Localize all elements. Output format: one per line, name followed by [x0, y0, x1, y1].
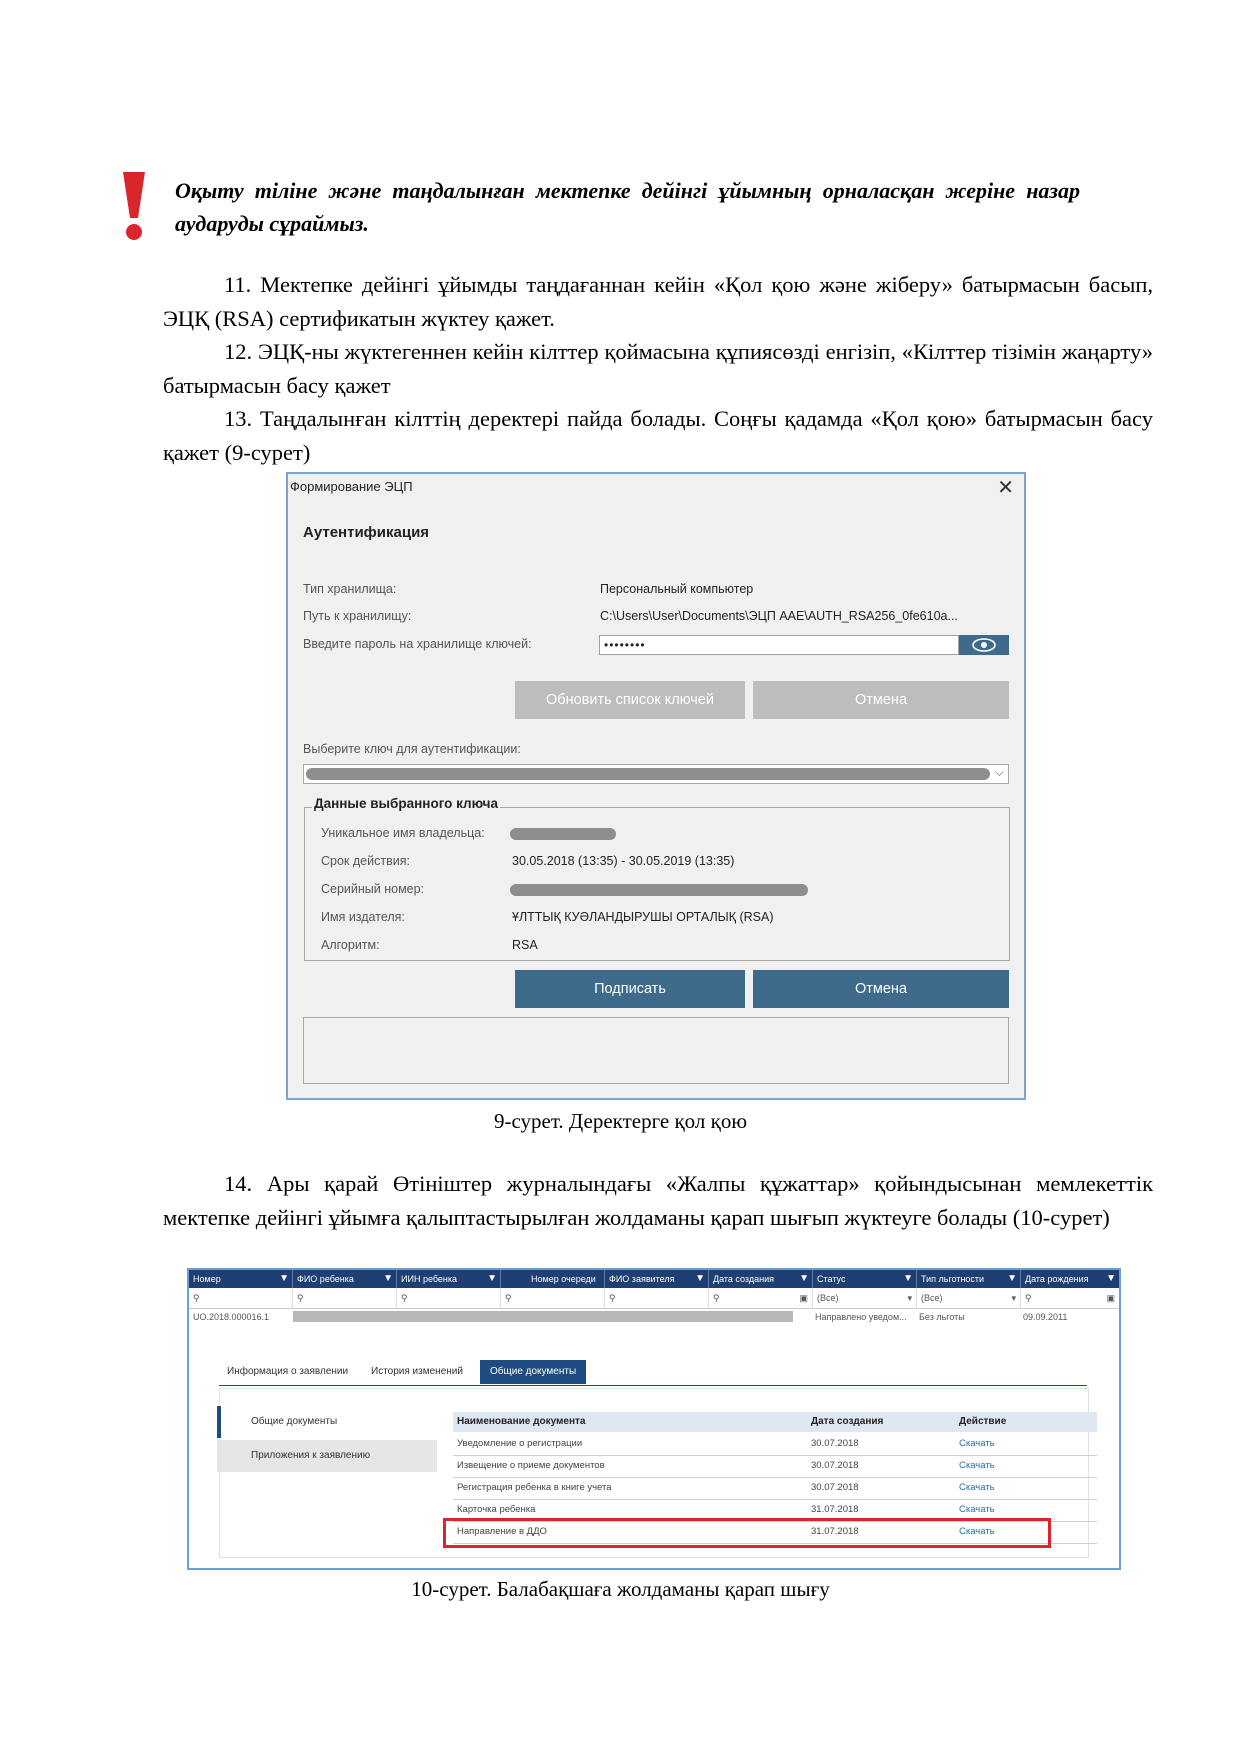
filter-icon: ▼ [1007, 1273, 1017, 1284]
filter-icon: ▼ [903, 1273, 913, 1284]
dialog-title: Формирование ЭЦП [290, 479, 413, 494]
issuer-label: Имя издателя: [321, 910, 405, 924]
chevron-down-icon: ⌵ [994, 765, 1004, 779]
table-header [189, 1270, 1119, 1288]
search-icon[interactable]: ⚲ [189, 1288, 293, 1308]
document-row: Извещение о приеме документов 30.07.2018 Скачать [453, 1455, 1097, 1478]
redacted-serial [510, 884, 808, 896]
column-child-iin[interactable]: ИИН ребенка ▼ [397, 1270, 501, 1288]
filter-icon: ▼ [487, 1273, 497, 1284]
chevron-down-icon: ▾ [907, 1293, 912, 1303]
notice-text: Оқыту тіліне және таңдалынған мектепке дейінгі ұйымның орналасқан жеріне назар аударуды сұраймыз. [175, 178, 1080, 236]
algorithm-value: RSA [512, 938, 538, 952]
search-icon[interactable]: ⚲ [397, 1288, 501, 1308]
filter-icon: ▼ [799, 1273, 809, 1284]
serial-label: Серийный номер: [321, 882, 425, 896]
download-link[interactable]: Скачать [959, 1438, 995, 1449]
search-icon[interactable]: ⚲ [293, 1288, 397, 1308]
sign-dialog [286, 472, 1026, 1100]
cancel-button-bottom[interactable]: Отмена [753, 970, 1009, 1008]
status-filter[interactable]: (Все) ▾ [813, 1288, 917, 1308]
warning-exclamation-icon [119, 170, 149, 242]
column-created-date[interactable]: Дата создания ▼ [709, 1270, 813, 1288]
key-details-title: Данные выбранного ключа [314, 796, 498, 811]
date-filter[interactable]: ⚲ ▣ [709, 1288, 813, 1308]
filter-icon: ▼ [383, 1273, 393, 1284]
cancel-button-top[interactable]: Отмена [753, 681, 1009, 719]
column-status[interactable]: Статус ▼ [813, 1270, 917, 1288]
column-child-name[interactable]: ФИО ребенка ▼ [293, 1270, 397, 1288]
figure-10-caption: 10-сурет. Балабақшаға жолдаманы қарап шығу [411, 1577, 830, 1601]
column-queue-number[interactable]: Номер очереди [501, 1270, 605, 1288]
document-row: Направление в ДДО 31.07.2018 Скачать [453, 1521, 1097, 1544]
filter-row [189, 1288, 1119, 1309]
highlight-box [443, 1518, 1051, 1548]
filter-icon: ▼ [1106, 1273, 1116, 1284]
figure-9-caption: 9-сурет. Деректерге қол қою [493, 1109, 748, 1133]
select-key-label: Выберите ключ для аутентификации: [303, 742, 521, 756]
validity-label: Срок действия: [321, 854, 410, 868]
paragraph-11: 11. Мектепке дейінгі ұйымды таңдағаннан кейін «Қол қою және жіберу» батырмасын басып, ЭЦҚ (RSA) сертификатын жүктеу қажет. [163, 272, 1153, 331]
document-row: Уведомление о регистрации 30.07.2018 Скачать [453, 1433, 1097, 1456]
column-benefit-type[interactable]: Тип льготности ▼ [917, 1270, 1021, 1288]
search-icon[interactable]: ⚲ [605, 1288, 709, 1308]
password-label: Введите пароль на хранилище ключей: [303, 637, 532, 651]
dialog-heading: Аутентификация [303, 524, 430, 541]
paragraph-12: 12. ЭЦҚ-ны жүктегеннен кейін кілттер қоймасына құпиясөзді енгізіп, «Кілттер тізімін жаңарту» батырмасын басу қажет [163, 339, 1153, 398]
download-link[interactable]: Скачать [959, 1482, 995, 1493]
documents-table-header: Наименование документа Дата создания Действие [453, 1412, 1097, 1432]
algorithm-label: Алгоритм: [321, 938, 380, 952]
storage-path-value: C:\Users\User\Documents\ЭЦП AAE\AUTH_RSA256_0fe610a... [600, 609, 958, 623]
column-birth-date[interactable]: Дата рождения ▼ [1021, 1270, 1119, 1288]
tab-underline [219, 1385, 1087, 1386]
owner-label: Уникальное имя владельца: [321, 826, 485, 840]
download-link[interactable]: Скачать [959, 1526, 995, 1537]
calendar-icon: ▣ [799, 1293, 808, 1303]
download-link[interactable]: Скачать [959, 1460, 995, 1471]
document-row: Карточка ребенка 31.07.2018 Скачать [453, 1499, 1097, 1522]
message-area [303, 1017, 1009, 1084]
redacted-owner [510, 828, 616, 840]
download-link[interactable]: Скачать [959, 1504, 995, 1515]
calendar-icon: ▣ [1106, 1293, 1115, 1303]
issuer-value: ҰЛТТЫҚ КУӘЛАНДЫРУШЫ ОРТАЛЫҚ (RSA) [512, 910, 774, 924]
chevron-down-icon: ▾ [1011, 1293, 1016, 1303]
refresh-keys-button[interactable]: Обновить список ключей [515, 681, 745, 719]
benefit-filter[interactable]: (Все) ▾ [917, 1288, 1021, 1308]
close-icon[interactable]: ✕ [997, 477, 1014, 499]
search-icon[interactable]: ⚲ [501, 1288, 605, 1308]
redacted-key-value [306, 768, 990, 780]
birth-date-filter[interactable]: ⚲ ▣ [1021, 1288, 1119, 1308]
validity-value: 30.05.2018 (13:35) - 30.05.2019 (13:35) [512, 854, 735, 868]
side-item-attachments[interactable]: Приложения к заявлению [217, 1440, 437, 1472]
column-number[interactable]: Номер ▼ [189, 1270, 293, 1288]
key-select[interactable] [303, 764, 1009, 784]
show-password-eye-icon[interactable] [959, 635, 1009, 655]
paragraph-14: 14. Ары қарай Өтініштер журналындағы «Жалпы құжаттар» қойындысынан мемлекеттік мектепке дейінгі ұйымға қалыптастырылған жолдаманы қарап шығып жүктеуге болады (10-сурет) [163, 1171, 1153, 1230]
paragraph-13: 13. Таңдалынған кілттің деректері пайда болады. Соңғы қадамда «Қол қою» батырмасын басу қажет (9-сурет) [163, 406, 1153, 465]
applications-journal-screenshot [187, 1268, 1121, 1570]
redacted-row-data [293, 1311, 793, 1322]
tab-change-history[interactable]: История изменений [371, 1366, 463, 1377]
column-applicant-name[interactable]: ФИО заявителя ▼ [605, 1270, 709, 1288]
table-row[interactable]: UO.2018.000016.1 Направлено уведом... Без льготы 09.09.2011 [193, 1312, 1068, 1322]
storage-path-label: Путь к хранилищу: [303, 609, 412, 623]
storage-type-value: Персональный компьютер [600, 582, 754, 596]
document-row: Регистрация ребенка в книге учета 30.07.2018 Скачать [453, 1477, 1097, 1500]
tab-application-info[interactable]: Информация о заявлении [227, 1366, 349, 1377]
filter-icon: ▼ [695, 1273, 705, 1284]
filter-icon: ▼ [279, 1273, 289, 1284]
password-field[interactable]: •••••••• [599, 635, 959, 655]
tab-common-documents[interactable]: Общие документы [480, 1360, 586, 1384]
sign-button[interactable]: Подписать [515, 970, 745, 1008]
storage-type-label: Тип хранилища: [303, 582, 397, 596]
side-item-common-documents[interactable]: Общие документы [217, 1406, 437, 1438]
